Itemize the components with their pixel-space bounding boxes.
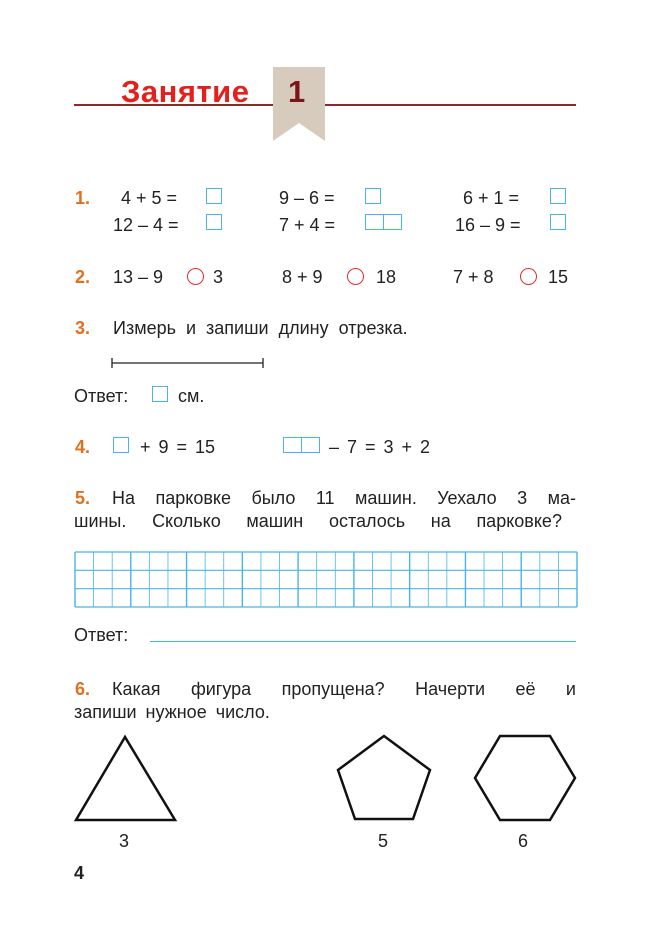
- pentagon-shape: [338, 736, 430, 819]
- word: на: [430, 511, 451, 531]
- equation: 6 + 1 =: [463, 188, 520, 208]
- answer-box[interactable]: [550, 214, 566, 230]
- shape-label: 5: [378, 831, 389, 851]
- word: 3: [517, 488, 528, 508]
- comparison-right: 3: [213, 267, 224, 287]
- comparison-circle[interactable]: [520, 268, 537, 285]
- equation: 9 – 6 =: [279, 188, 335, 208]
- word: Начерти: [415, 679, 486, 699]
- comparison-right: 18: [376, 267, 397, 287]
- word: На: [112, 488, 136, 508]
- triangle-shape: [76, 737, 175, 820]
- answer-label: Ответ:: [74, 386, 129, 406]
- answer-box-units[interactable]: [383, 214, 402, 230]
- shape-label: 6: [518, 831, 529, 851]
- word: и: [565, 679, 576, 699]
- comparison-left: 13 – 9: [113, 267, 164, 287]
- comparison-circle[interactable]: [347, 268, 364, 285]
- equation: 12 – 4 =: [113, 215, 179, 235]
- problem-text-line-2: [74, 511, 562, 531]
- exercise-number: 1.: [75, 188, 91, 208]
- word: её: [515, 679, 536, 699]
- word: ма-: [547, 488, 576, 508]
- answer-box[interactable]: [206, 214, 222, 230]
- answer-box[interactable]: [365, 188, 381, 204]
- shapes: [0, 720, 650, 830]
- word: фигура: [190, 679, 252, 699]
- answer-box-units[interactable]: [301, 437, 320, 453]
- word: парковке?: [476, 511, 562, 531]
- lesson-number: 1: [288, 74, 306, 109]
- answer-box-tens[interactable]: [283, 437, 302, 453]
- equation: 7 + 4 =: [279, 215, 336, 235]
- shape-label: 3: [119, 831, 130, 851]
- answer-box[interactable]: [113, 437, 129, 453]
- answer-box[interactable]: [550, 188, 566, 204]
- exercise-number: 6.: [75, 679, 91, 699]
- comparison-circle[interactable]: [187, 268, 204, 285]
- comparison-left: 8 + 9: [282, 267, 323, 287]
- word: Сколько: [152, 511, 221, 531]
- word: Уехало: [437, 488, 497, 508]
- answer-line[interactable]: [150, 641, 576, 642]
- word: 11: [315, 488, 335, 508]
- comparison-left: 7 + 8: [453, 267, 494, 287]
- exercise-text: Измерь и запиши длину отрезка.: [113, 318, 408, 338]
- problem-text-line-1: [74, 488, 576, 508]
- word: машин.: [355, 488, 417, 508]
- equation: – 7 = 3 + 2: [329, 437, 431, 457]
- exercise-number: 3.: [75, 318, 91, 338]
- exercise-text-line-2: запиши нужное число.: [74, 702, 270, 722]
- answer-box[interactable]: [152, 386, 168, 402]
- word: парковке: [155, 488, 231, 508]
- equation: + 9 = 15: [140, 437, 216, 457]
- word: Какая: [112, 679, 161, 699]
- exercise-text-line-1: [74, 679, 576, 699]
- exercise-number: 2.: [75, 267, 91, 287]
- word: осталось: [328, 511, 406, 531]
- word: было: [251, 488, 296, 508]
- word: пропущена?: [281, 679, 385, 699]
- unit-label: см.: [178, 386, 205, 406]
- exercise-number: 4.: [75, 437, 91, 457]
- comparison-right: 15: [548, 267, 569, 287]
- hexagon-shape: [475, 736, 575, 820]
- line-segment: [110, 356, 266, 370]
- answer-label: Ответ:: [74, 625, 129, 645]
- equation: 4 + 5 =: [121, 188, 178, 208]
- word: машин: [246, 511, 304, 531]
- page-number: 4: [74, 863, 85, 883]
- equation: 16 – 9 =: [455, 215, 521, 235]
- lesson-title: Занятие: [121, 74, 250, 109]
- word: шины.: [74, 511, 127, 531]
- answer-box-tens[interactable]: [365, 214, 384, 230]
- answer-box[interactable]: [206, 188, 222, 204]
- exercise-number: 5.: [75, 488, 91, 508]
- squared-writing-grid[interactable]: [74, 551, 578, 608]
